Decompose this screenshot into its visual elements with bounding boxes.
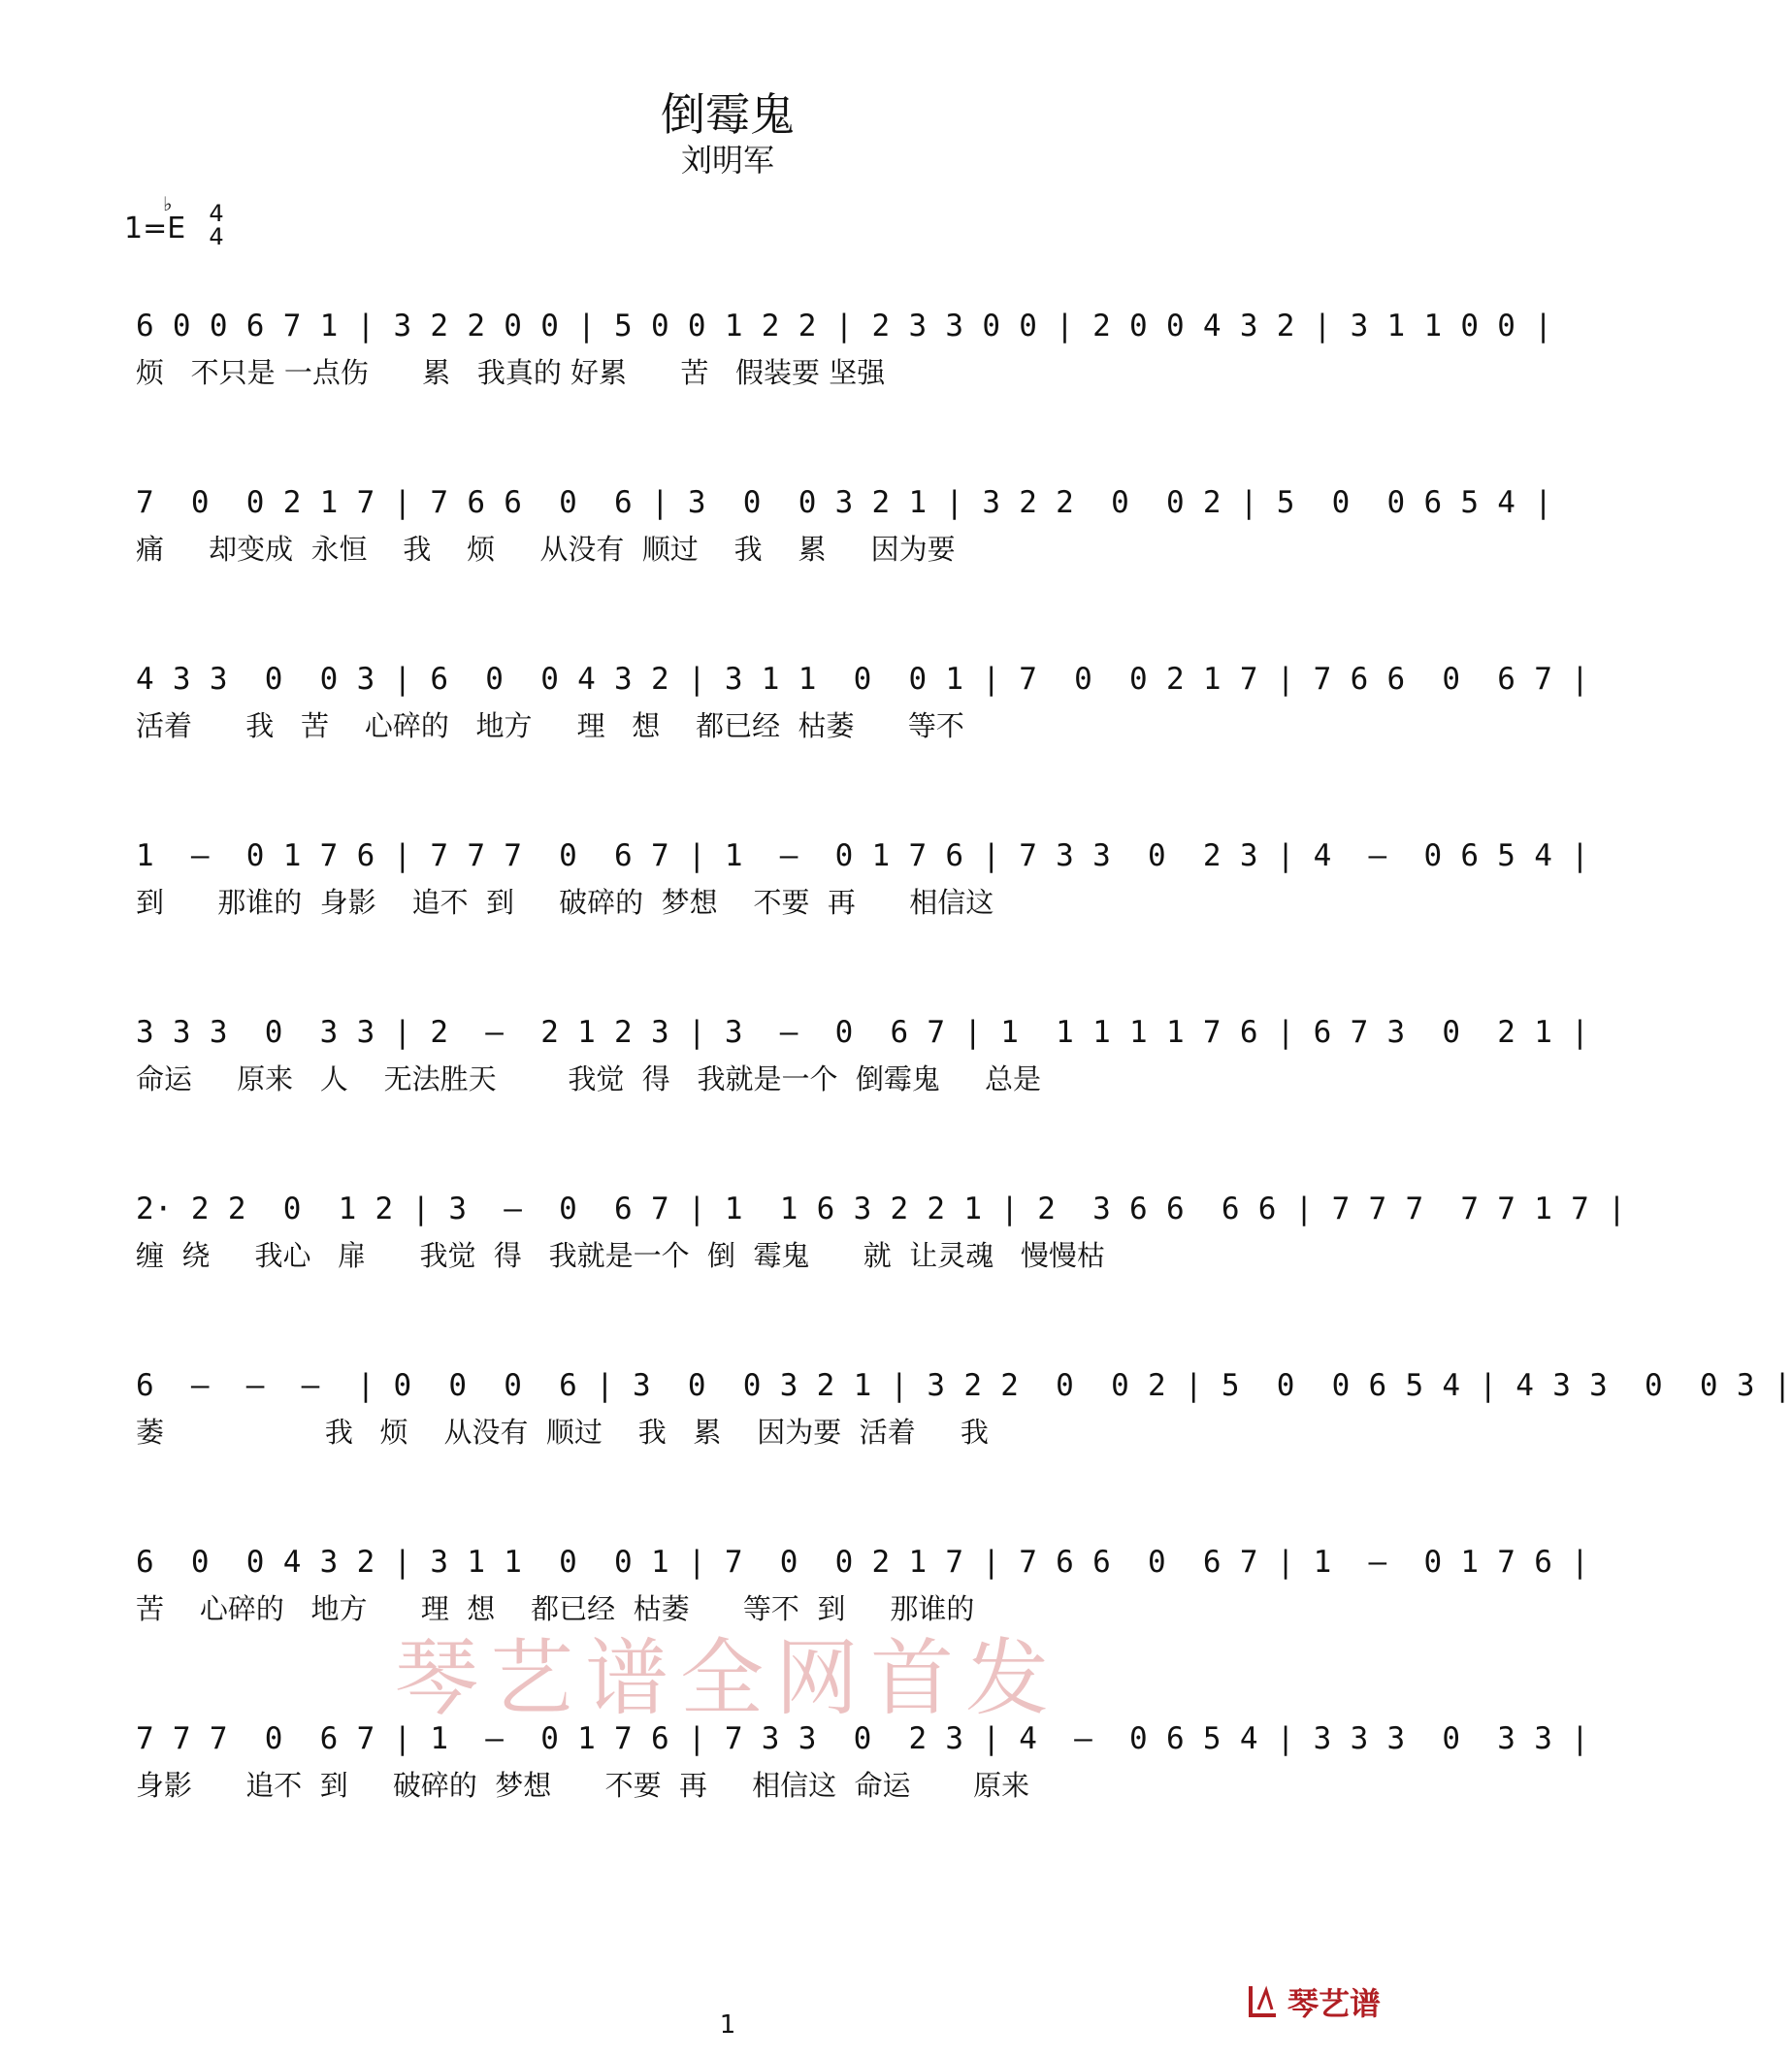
piano-logo-icon	[1247, 1982, 1280, 2021]
system-6	[136, 1192, 1627, 1298]
lyrics-line: 烦 不只是 一点伤 累 我真的 好累 苦 假装要 坚强	[136, 356, 886, 389]
system-4	[136, 838, 1590, 945]
notes-line: 6 – – – | 0 0 0 6 | 3 0 0 3 2 1 | 3 2 2 0 0 2 | 5 0 0 6 5 4 | 4 3 3 0 0 3 |	[136, 1368, 1792, 1403]
lyrics-line: 命运 原来 人 无法胜天 我觉 得 我就是一个 倒霉鬼 总是	[136, 1062, 1041, 1095]
notes-line: 4 3 3 0 0 3 | 6 0 0 4 3 2 | 3 1 1 0 0 1 | 7 0 0 2 1 7 | 7 6 6 0 6 7 |	[136, 662, 1590, 697]
notes-line: 6 0 0 4 3 2 | 3 1 1 0 0 1 | 7 0 0 2 1 7 | 7 6 6 0 6 7 | 1 – 0 1 7 6 |	[136, 1545, 1590, 1580]
lyrics-line: 痛 却变成 永恒 我 烦 从没有 顺过 我 累 因为要	[136, 533, 956, 566]
notes-line: 3 3 3 0 3 3 | 2 – 2 1 2 3 | 3 – 0 6 7 | 1 1 1 1 1 7 6 | 6 7 3 0 2 1 |	[136, 1015, 1590, 1050]
notes-line: 7 7 7 0 6 7 | 1 – 0 1 7 6 | 7 3 3 0 2 3 | 4 – 0 6 5 4 | 3 3 3 0 3 3 |	[136, 1721, 1590, 1756]
brand-logo	[1247, 1979, 1421, 2024]
notes-line: 2· 2 2 0 1 2 | 3 – 0 6 7 | 1 1 6 3 2 2 1 | 2 3 6 6 6 6 | 7 7 7 7 7 1 7 |	[136, 1192, 1627, 1226]
notes-line: 7 0 0 2 1 7 | 7 6 6 0 6 | 3 0 0 3 2 1 | 3 2 2 0 0 2 | 5 0 0 6 5 4 |	[136, 485, 1553, 520]
lyrics-line: 苦 心碎的 地方 理 想 都已经 枯萎 等不 到 那谁的	[136, 1592, 975, 1625]
notes-line: 6 0 0 6 7 1 | 3 2 2 0 0 | 5 0 0 1 2 2 | 2 3 3 0 0 | 2 0 0 4 3 2 | 3 1 1 0 0 |	[136, 309, 1553, 343]
notes-line: 1 – 0 1 7 6 | 7 7 7 0 6 7 | 1 – 0 1 7 6 | 7 3 3 0 2 3 | 4 – 0 6 5 4 |	[136, 838, 1590, 873]
lyrics-line: 萎 我 烦 从没有 顺过 我 累 因为要 活着 我	[136, 1416, 989, 1449]
lyrics-line: 到 那谁的 身影 追不 到 破碎的 梦想 不要 再 相信这	[136, 886, 994, 919]
system-7	[136, 1368, 1792, 1475]
page-number: 1	[719, 2010, 736, 2040]
lyrics-line: 活着 我 苦 心碎的 地方 理 想 都已经 枯萎 等不	[136, 709, 964, 742]
system-1	[136, 309, 1553, 415]
lyrics-line: 身影 追不 到 破碎的 梦想 不要 再 相信这 命运 原来	[136, 1769, 1030, 1802]
song-title: 倒霉鬼	[661, 88, 795, 141]
time-signature-bottom: 4	[209, 223, 224, 250]
time-signature-top: 4	[209, 200, 224, 227]
flat-sign: ♭	[163, 192, 173, 215]
system-2	[136, 485, 1553, 592]
time-signature	[206, 202, 227, 248]
system-5	[136, 1015, 1590, 1122]
system-9	[136, 1721, 1590, 1828]
logo-text: 琴艺谱	[1287, 1985, 1382, 2022]
lyrics-line: 缠 绕 我心 扉 我觉 得 我就是一个 倒 霉鬼 就 让灵魂 慢慢枯	[136, 1239, 1105, 1272]
watermark: 琴艺谱全网首发	[395, 1630, 1060, 1727]
composer: 刘明军	[680, 142, 774, 179]
system-3	[136, 662, 1590, 768]
key-signature: 1=E	[124, 212, 186, 245]
